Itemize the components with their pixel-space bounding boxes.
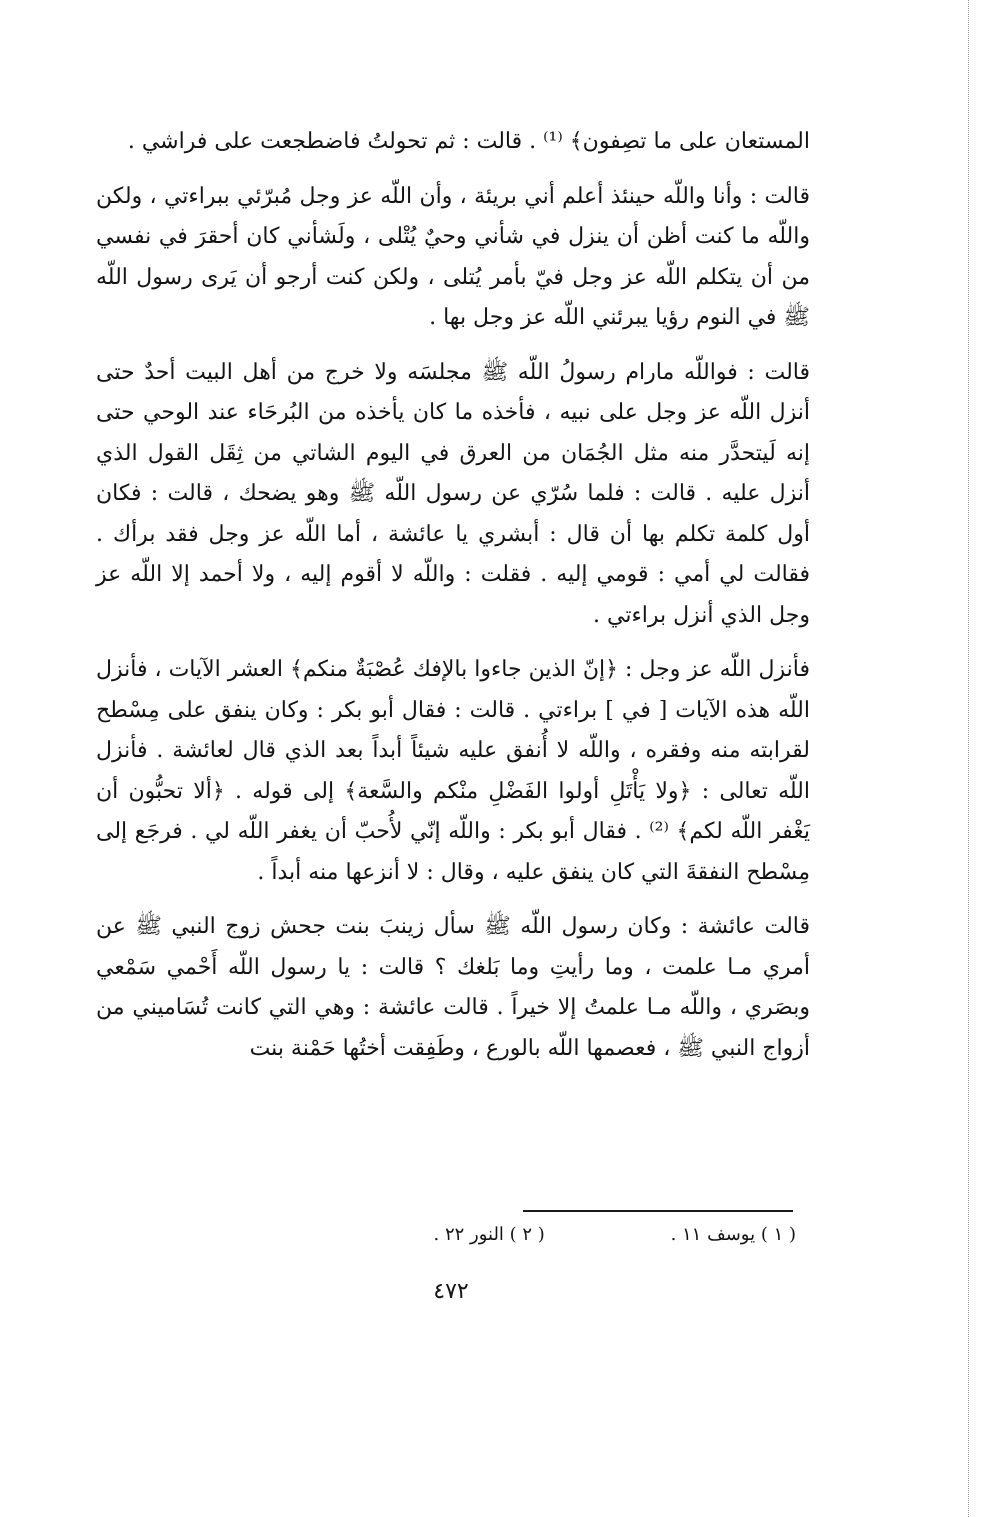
footnote: ( ٢ ) النور ٢٢ .: [433, 1224, 545, 1245]
paragraph: قالت : وأنا واللّه حينئذ أعلم أني بريئة ، وأن اللّه عز وجل مُبرّئي ببراءتي ، ولكن واللّه ما كنت أظن أن ينزل في شأني وحيٌ يُتْلى ، ولَشأني كان أحقرَ في نفسي من أن يتكلم اللّه عز وجل فيّ بأمر يُتلى ، ولكن كنت أرجو أن يَرى رسول اللّه ﷺ في النوم رؤيا يبرئني اللّه عز وجل بها .: [96, 183, 810, 330]
paragraph: قالت عائشة : وكان رسول اللّه ﷺ سأل زينبَ بنت جحش زوج النبي ﷺ عن أمري مـا علمت ، وما رأيتِ وما بَلغك ؟ قالت : يا رسول اللّه أَحْمي سَمْعي وبصَري ، واللّه مـا علمتُ إلا خيراً . قالت عائشة : وهي التي كانت تُسَاميني من أزواج النبي ﷺ ، فعصمها اللّه بالورع ، وطَفِقت أختُها حَمْنة بنت: [96, 914, 810, 1061]
paragraph: قالت : فواللّه مارام رسولُ اللّه ﷺ مجلسَه ولا خرج من أهل البيت أحدٌ حتى أنزل اللّه عز وجل على نبيه ، فأخذه ما كان يأخذه من البُرحَاء عند الوحي حتى إنه لَيتحدَّر منه مثل الجُمَان من العرق في اليوم الشاتي من ثِقَل القول الذي أنزل عليه . قالت : فلما سُرّي عن رسول اللّه ﷺ وهو يضحك ، قالت : فكان أول كلمة تكلم بها أن قال : أبشري يا عائشة ، أما اللّه عز وجل فقد برأك . فقالت لي أمي : قومي إليه . فقلت : واللّه لا أقوم إليه ، ولا أحمد إلا اللّه عز وجل الذي أنزل براءتي .: [96, 359, 810, 628]
paragraph: فأنزل اللّه عز وجل : ﴿إنّ الذين جاءوا بالإفك عُصْبَةٌ منكم﴾ العشر الآيات ، فأنزل اللّه هذه الآيات [ في ] براءتي . قالت : فقال أبو بكر : وكان ينفق على مِسْطح لقرابته منه وفقره ، واللّه لا أُنفق عليه شيئاً أبداً بعد الذي قال لعائشة . فأنزل اللّه تعالى : ﴿ولا يَأْتَلِ أولوا الفَضْلِ منْكم والسَّعة﴾ إلى قوله . ﴿ألا تحبُّون أن يَغْفر اللّه لكم﴾ ⁽²⁾ . فقال أبو بكر : واللّه إنّي لأُحبّ أن يغفر اللّه لي . فرجَع إلى مِسْطح النفقةَ التي كان ينفق عليه ، وقال : لا أنزعها منه أبداً .: [96, 657, 810, 885]
footnotes: [96, 1218, 796, 1252]
page-number: ٤٧٢: [433, 1279, 469, 1304]
footnote-separator: [523, 1210, 793, 1212]
main-text: [96, 122, 810, 1083]
footnote: ( ١ ) يوسف ١١ .: [670, 1224, 796, 1245]
paragraph: المستعان على ما تصِفون﴾ ⁽¹⁾ . قالت : ثم تحولتُ فاضطجعت على فراشي .: [127, 129, 810, 154]
scan-edge-line: [968, 0, 969, 1517]
